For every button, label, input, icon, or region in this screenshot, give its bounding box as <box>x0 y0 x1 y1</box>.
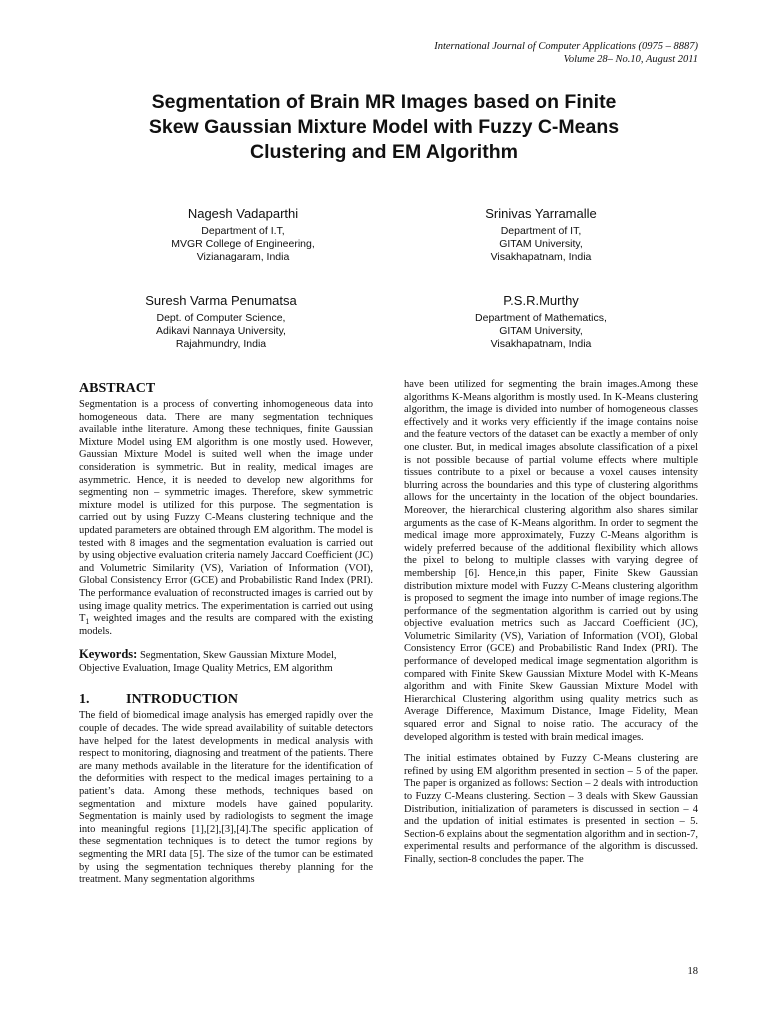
title-line: Clustering and EM Algorithm <box>250 141 518 163</box>
author-affiliation: Visakhapatnam, India <box>490 338 592 350</box>
author-block <box>96 292 346 351</box>
author-affiliation: Visakhapatnam, India <box>490 251 592 263</box>
author-affiliation: MVGR College of Engineering, <box>171 238 315 250</box>
section-title: INTRODUCTION <box>126 692 239 708</box>
author-affiliation: Adikavi Nannaya University, <box>156 325 286 337</box>
title-line: Skew Gaussian Mixture Model with Fuzzy C-Means <box>148 116 620 138</box>
author-affiliation: GITAM University, <box>499 238 583 250</box>
keywords-text: Segmentation, Skew Gaussian Mixture Model, Objective Evaluation, Image Quality Metrics, EM algorithm <box>79 650 337 674</box>
author-affiliation: Vizianagaram, India <box>196 251 290 263</box>
journal-name: International Journal of Computer Applications (0975 – 8887) <box>434 41 698 52</box>
author-name: Srinivas Yarramalle <box>485 206 597 221</box>
section-heading <box>79 691 373 709</box>
left-column <box>79 380 373 887</box>
abstract-heading: ABSTRACT <box>79 381 156 396</box>
author-block <box>416 205 666 264</box>
author-affiliation: Department of Mathematics, <box>475 312 607 324</box>
author-name: P.S.R.Murthy <box>503 293 579 308</box>
keywords <box>79 648 373 675</box>
author-block <box>118 205 368 264</box>
author-affiliation: Department of I.T, <box>201 225 285 237</box>
author-affiliation: Department of IT, <box>500 225 582 237</box>
author-name: Nagesh Vadaparthi <box>187 206 299 221</box>
page-number: 18 <box>687 966 698 977</box>
journal-volume: Volume 28– No.10, August 2011 <box>563 54 698 65</box>
author-affiliation: Rajahmundry, India <box>175 338 267 350</box>
section-number: 1. <box>79 692 90 708</box>
author-affiliation: Dept. of Computer Science, <box>156 312 286 324</box>
title-line: Segmentation of Brain MR Images based on Finite <box>151 91 617 113</box>
journal-header <box>434 40 698 66</box>
keywords-label: Keywords: <box>79 647 138 662</box>
author-block <box>416 292 666 351</box>
intro-paragraph: The initial estimates obtained by Fuzzy C-Means clustering are refined by using EM algorithm presented in section – 5 of the paper. The paper is organized as follows: Section – 2 deals with introduction to Fuzzy C-Means clustering. Section – 3 deals with Skew Gaussian Distribution, initialization of parameters is discussed in section – 4 and the updation of initial estimates is presented in section – 5. Section-6 explains about the segmentation algorithm and in section-7, experimental results and performance of the algorithm is discussed. Finally, section-8 concludes the paper. The <box>404 753 698 865</box>
paper-title <box>60 90 708 165</box>
right-column <box>404 379 698 867</box>
abstract-text: Segmentation is a process of converting inhomogeneous data into homogeneous data. There are many segmentation techniques available inthe literature. Among these techniques, finite Gaussian Mixture Model using EM algorithm is one mostly used. However, Gaussian Mixture Model is suited well when the image under consideration is symmetric. But in reality, medical images are asymmetric. Hence, it is needed to develop new algorithms for segmenting non – symmetric images. Therefore, skew symmetric mixture model is utilized for this purpose. The segmentation is carried out by using Fuzzy C-Means clustering technique and the updated parameters are obtained through EM algorithm. The model is tested with 8 images and the segmentation evaluation is carried out by using objective evaluation criteria namely Jaccard Coefficient (JC) and Volumetric Similarity (VS), Variation of Information (VOI), Global Consistency Error (GCE) and Probabilistic Rand Index (PRI). The performance evaluation of reconstructed images is carried out by using image quality metrics. The experimentation is carried out using $T_1$ weighted images and the results are compared with the existing models. <box>79 399 373 637</box>
author-affiliation: GITAM University, <box>499 325 583 337</box>
intro-paragraph: The field of biomedical image analysis has emerged rapidly over the couple of decades. The wide spread availability of suitable detectors have helped for the latest developments in medical analysis with respect to monitoring, diagnosing and treatment of the patients. There are many methods available in the literature for the identification of the deformities with respect to the medical images pertaining to a patient’s data. Among these methods, techniques based on segmentation and mixture models have gained popularity. Segmentation is mainly used by radiologists to segment the image into meaningful regions [1],[2],[3],[4].The specific application of these segmentation techniques is to detect the tumor regions by segmenting the MRI data [5]. The size of the tumor can be estimated by using the segmentation techniques thereby planning for the treatment. Many segmentation algorithms <box>79 710 373 886</box>
author-name: Suresh Varma Penumatsa <box>145 293 297 308</box>
intro-paragraph-continued: have been utilized for segmenting the brain images.Among these algorithms K-Means algorithm is mostly used. In K-Means clustering algorithm, the image is divided into number of homogeneous classes effectively and it works very efficiently if the image contains noise and the feature vectors of the dataset can be exactly a member of only one cluster. But, in medical images absolute classification of a pixel is not possible because of partial volume effects where multiple tissues contribute to a pixel or because a voxel causes intensity blurring across the boundaries and this type of clustering algorithms allows for the uncertainty in the location of the object boundaries. Moreover, the hierarchical clustering algorithm also shares similar arguments as the case of K-Means algorithm. In order to segment the medical image more approximately, Fuzzy C-Means algorithm is widely preferred because of the additional flexibility which allows the pixel to belong to multiple classes with varying degree of membership [6]. Hence,in this paper, Finite Skew Gaussian distribution mixture model with Fuzzy C-Means clustering algorithm is proposed to segment the image into number of image regions.The performance of the segmentation algorithm is carried out by using objective evaluation metrics such as Jaccard Coefficient (JC), Volumetric Similarity (VS), Variation of Information (VOI), Global Consistency Error (GCE) and Probabilistic Rand Index (PRI). The performance of developed medical image segmentation algorithm is compared with Finite Skew Gaussian Mixture Model with K-Means algorithm and with Finite Skew Gaussian Mixture Model with Hierarchical Clustering algorithm using quality metrics such as Average Difference, Maximum Distance, Image Fidelity, Mean squared error and Signal to noise ratio. The accuracy of the developed algorithm is tested with brain medical images. <box>404 379 698 743</box>
